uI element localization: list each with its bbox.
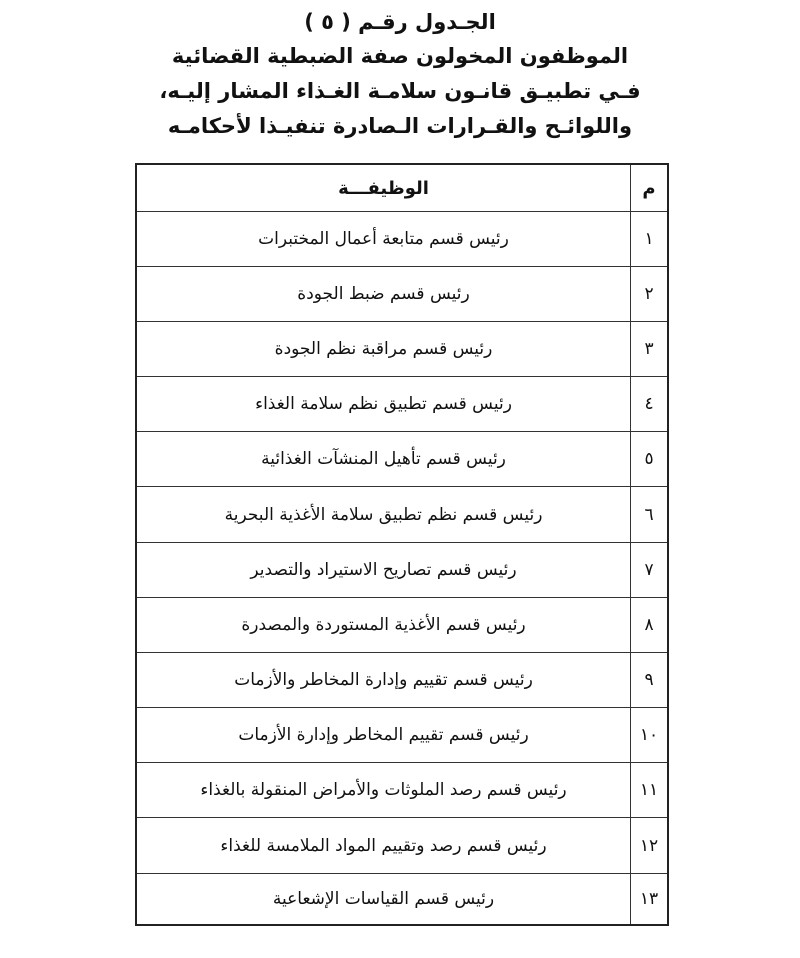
row-job-title: رئيس قسم رصد الملوثات والأمراض المنقولة بالغذاء <box>200 780 567 800</box>
column-header-job: الوظيفـــة <box>338 177 429 199</box>
row-number: ١١ <box>630 763 667 817</box>
row-job-title: رئيس قسم تصاريح الاستيراد والتصدير <box>250 560 517 580</box>
row-number: ٢ <box>630 267 667 321</box>
row-number: ٤ <box>630 377 667 431</box>
row-number: ١٣ <box>630 874 667 924</box>
table-row <box>137 432 667 487</box>
table-row <box>137 598 667 653</box>
row-number: ٣ <box>630 322 667 376</box>
row-job-title: رئيس قسم القياسات الإشعاعية <box>272 889 495 909</box>
row-number: ١ <box>630 212 667 266</box>
row-job-title: رئيس قسم الأغذية المستوردة والمصدرة <box>241 615 526 635</box>
row-number: ٦ <box>630 487 667 542</box>
column-header-number: م <box>630 165 667 211</box>
table-title: الجـدول رقـم ( ٥ ) <box>304 10 496 34</box>
row-job-title: رئيس قسم ضبط الجودة <box>297 284 470 304</box>
row-job-title: رئيس قسم مراقبة نظم الجودة <box>274 339 493 359</box>
table-row <box>137 543 667 598</box>
table-row <box>137 818 667 874</box>
row-number: ٨ <box>630 598 667 652</box>
heading-line-1: الموظفون المخولون صفة الضبطية القضائية <box>171 44 629 68</box>
row-job-title: رئيس قسم نظم تطبيق سلامة الأغذية البحرية <box>224 504 543 525</box>
table-row <box>137 322 667 377</box>
table-row <box>137 267 667 322</box>
heading-line-3: واللوائـح والقـرارات الـصادرة تنفيـذا لأحكامـه <box>167 114 633 138</box>
officials-table <box>135 163 669 926</box>
row-job-title: رئيس قسم متابعة أعمال المختبرات <box>258 229 509 249</box>
row-job-title: رئيس قسم تقييم المخاطر وإدارة الأزمات <box>238 725 529 745</box>
table-row <box>137 874 667 924</box>
row-number: ٩ <box>630 653 667 707</box>
row-job-title: رئيس قسم تطبيق نظم سلامة الغذاء <box>255 394 512 414</box>
row-number: ١٢ <box>630 818 667 873</box>
table-header-row <box>137 165 667 212</box>
table-row <box>137 377 667 432</box>
row-job-title: رئيس قسم تقييم وإدارة المخاطر والأزمات <box>234 670 533 690</box>
row-number: ٥ <box>630 432 667 486</box>
row-job-title: رئيس قسم تأهيل المنشآت الغذائية <box>261 449 506 469</box>
table-row <box>137 653 667 708</box>
table-row <box>137 763 667 818</box>
row-number: ٧ <box>630 543 667 597</box>
row-job-title: رئيس قسم رصد وتقييم المواد الملامسة للغذاء <box>220 835 547 856</box>
table-row <box>137 487 667 543</box>
table-row <box>137 212 667 267</box>
table-row <box>137 708 667 763</box>
heading-line-2: فـي تطبيـق قانـون سلامـة الغـذاء المشار إليـه، <box>159 79 641 103</box>
row-number: ١٠ <box>630 708 667 762</box>
